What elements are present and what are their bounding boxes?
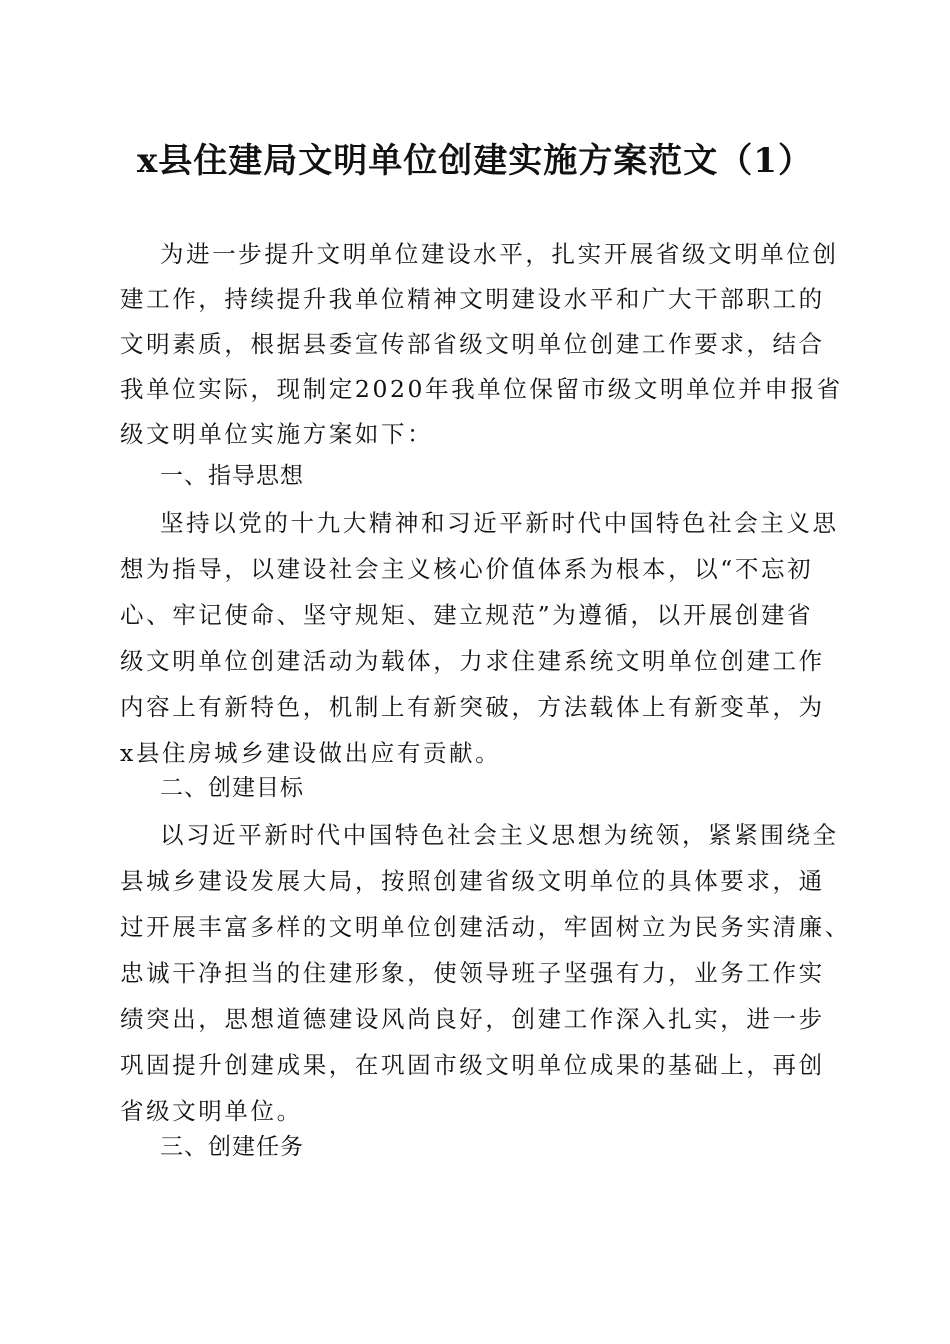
paragraph-line: 县城乡建设发展大局，按照创建省级文明单位的具体要求，通 xyxy=(120,867,825,895)
paragraph-line: 以习近平新时代中国特色社会主义思想为统领，紧紧围绕全 xyxy=(160,821,839,849)
paragraph-line: 忠诚干净担当的住建形象，使领导班子坚强有力，业务工作实 xyxy=(120,959,825,987)
paragraph-line: 巩固提升创建成果，在巩固市级文明单位成果的基础上，再创 xyxy=(120,1051,825,1079)
paragraph-line: 绩突出，思想道德建设风尚良好，创建工作深入扎实，进一步 xyxy=(120,1005,825,1033)
paragraph-line: 坚持以党的十九大精神和习近平新时代中国特色社会主义思 xyxy=(160,509,839,537)
paragraph-line: 省级文明单位。 xyxy=(120,1097,303,1125)
section-heading: 二、创建目标 xyxy=(160,775,304,801)
paragraph-line: 为进一步提升文明单位建设水平，扎实开展省级文明单位创 xyxy=(160,240,839,268)
document-title: x县住建局文明单位创建实施方案范文（1） xyxy=(137,141,813,181)
paragraph-line: 级文明单位创建活动为载体，力求住建系统文明单位创建工作 xyxy=(120,647,825,675)
paragraph-line: 内容上有新特色，机制上有新突破，方法载体上有新变革，为 xyxy=(120,693,825,721)
section-heading: 一、指导思想 xyxy=(160,463,304,489)
paragraph-line: 心、牢记使命、坚守规矩、建立规范”为遵循，以开展创建省 xyxy=(120,601,814,629)
paragraph-line: 建工作，持续提升我单位精神文明建设水平和广大干部职工的 xyxy=(120,285,825,313)
section-heading: 三、创建任务 xyxy=(160,1134,304,1160)
paragraph-line: 过开展丰富多样的文明单位创建活动，牢固树立为民务实清廉、 xyxy=(120,913,851,941)
paragraph-line: 想为指导，以建设社会主义核心价值体系为根本，以“不忘初 xyxy=(120,555,814,583)
paragraph-line: 文明素质，根据县委宣传部省级文明单位创建工作要求，结合 xyxy=(120,330,825,358)
paragraph-line: 级文明单位实施方案如下： xyxy=(120,420,434,448)
paragraph-line: 我单位实际，现制定2020年我单位保留市级文明单位并申报省 xyxy=(120,375,843,403)
paragraph-line: x县住房城乡建设做出应有贡献。 xyxy=(120,739,502,767)
